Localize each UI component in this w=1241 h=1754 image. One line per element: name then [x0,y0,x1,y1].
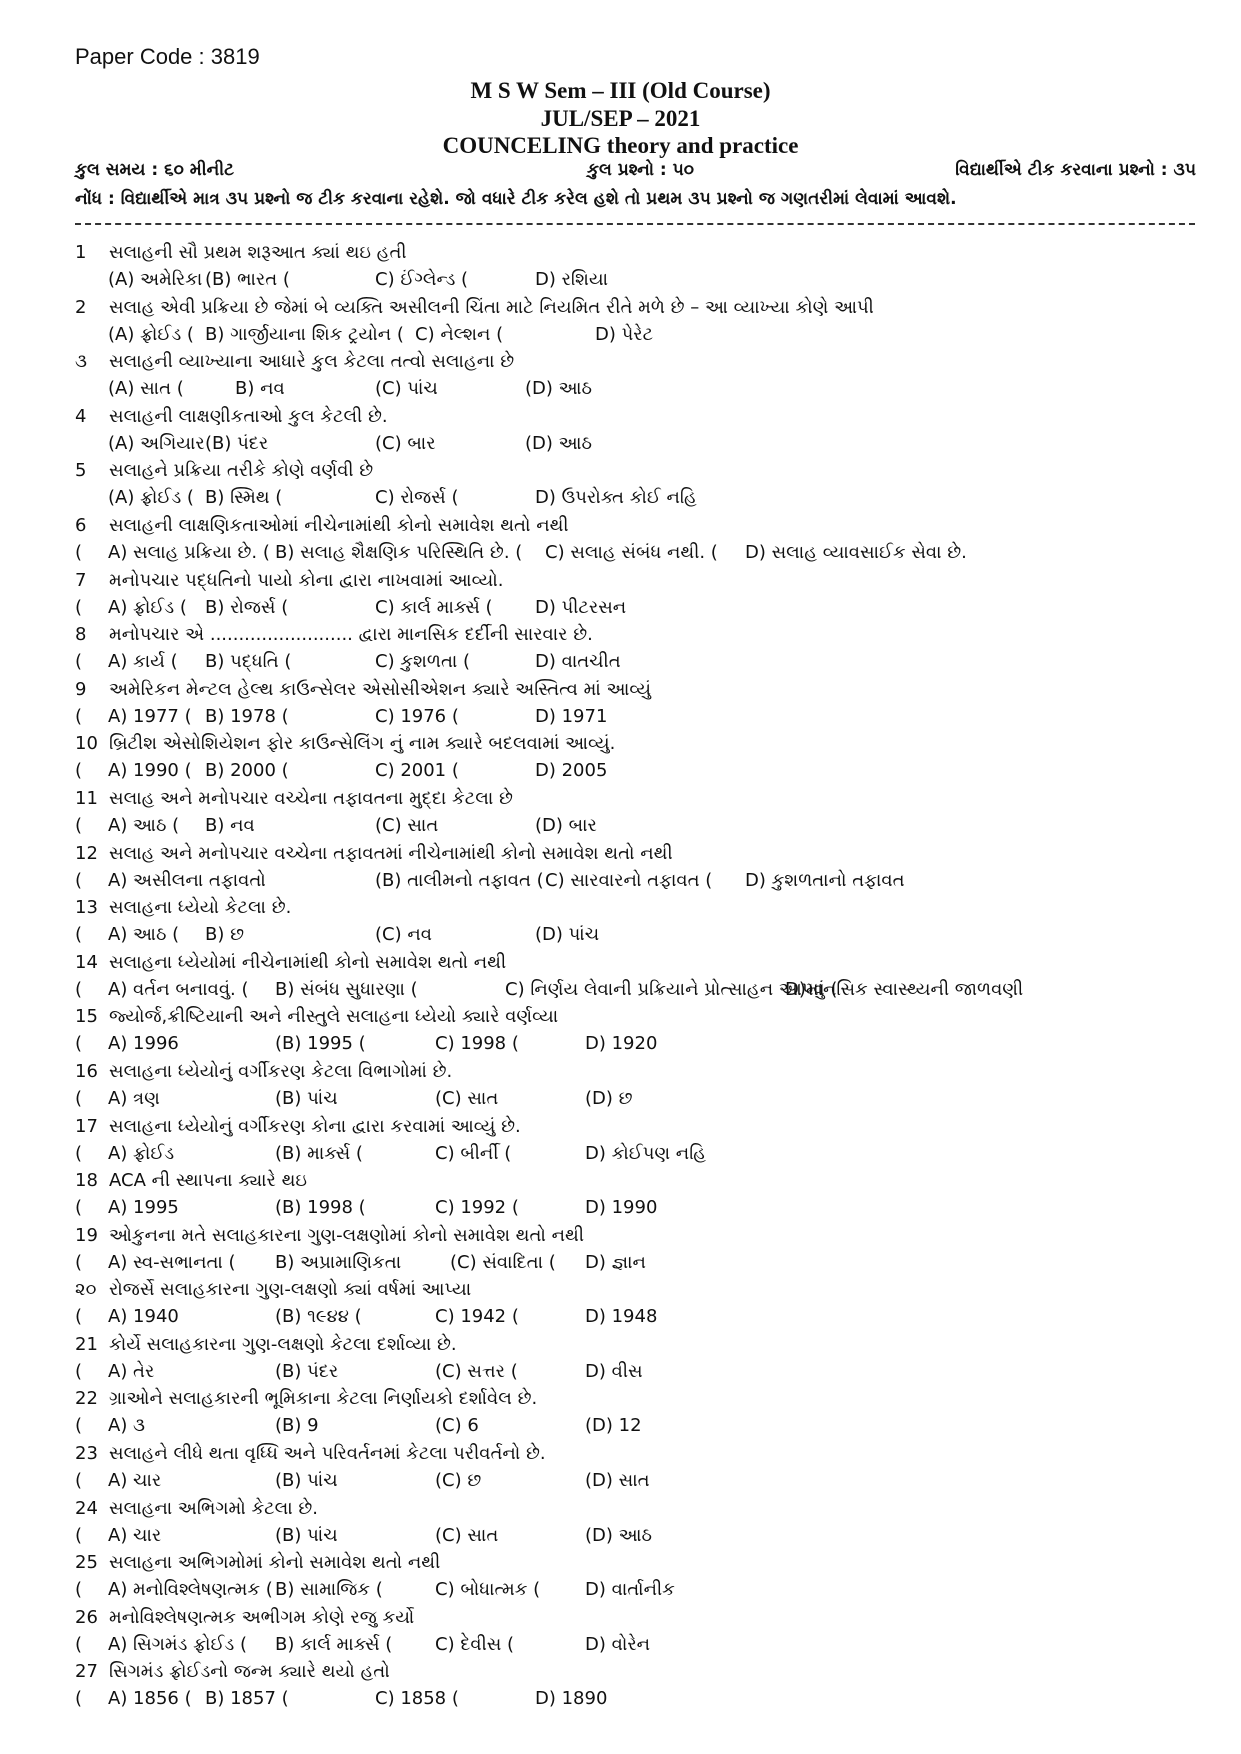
exam-session: JUL/SEP – 2021 [540,106,701,131]
option-d: D) 1948 [585,1306,658,1328]
question-text: કોર્યે સલાહકારના ગુણ-લક્ષણો કેટલા દર્શાવ્યા છે. [109,1333,457,1355]
question-item [75,949,1205,1004]
question-number: 16 [75,1060,98,1082]
question-text: સલાહ અને મનોપચાર વચ્ચેના તફાવતમાં નીચેનામાંથી કોનો સમાવેશ થતો નથી [109,842,673,864]
question-text: સલાહના ધ્યેયોનું વર્ગીકરણ કેટલા વિભાગોમાં છે. [109,1060,453,1082]
option-c: C) 1976 ( [375,705,459,727]
question-number: 27 [75,1661,98,1683]
option-d: D) 1971 [535,705,608,727]
question-item [75,457,1205,512]
option-c: C) બોધાત્મક ( [435,1579,541,1601]
option-a: A) તેર [108,1360,155,1382]
question-text: જ્યોર્જ,ક્રીષ્ટિયાની અને નીસ્તુલે સલાહના ધ્યેયો ક્યારે વર્ણવ્યા [109,1006,559,1028]
question-item [75,676,1205,731]
question-text: ઓકુનના મતે સલાહકારના ગુણ-લક્ષણોમાં કોનો સમાવેશ થતો નથી [109,1224,584,1246]
question-number: 8 [75,624,87,646]
question-options [75,266,1205,293]
option-c: C) રોજર્સ ( [375,487,459,509]
option-b: B) પદ્ધતિ ( [205,651,292,673]
option-b: (B) પંદર [205,432,269,454]
option-c: (C) સત્તર ( [435,1360,518,1382]
option-b: B) છ [205,924,245,946]
question-options [75,1194,1205,1221]
question-text-line [75,1331,457,1358]
question-options [75,430,1205,457]
option-d: (D) છ [585,1087,633,1109]
question-item [75,785,1205,840]
option-b: (B) માર્ક્સ ( [275,1142,363,1164]
question-number: 23 [75,1443,98,1465]
option-b: B) 2000 ( [205,760,289,782]
option-b: (B) ૧૯૪૪ ( [275,1306,362,1328]
option-b: (B) પંદર [275,1360,339,1382]
option-b: B) અપ્રામાણિકતા [275,1251,402,1273]
option-a: A) મનોવિશ્લેષણત્મક ( [108,1579,273,1601]
question-options [75,1412,1205,1439]
option-d: (D) આઠ [585,1524,652,1546]
option-c: C) 2001 ( [375,760,459,782]
question-number: ૨૦ [75,1279,97,1301]
option-open-paren: ( [75,651,83,673]
option-a: A) સ્વ-સભાનતા ( [108,1251,236,1273]
question-options [75,375,1205,402]
question-item [75,348,1205,403]
option-a: (A) અમેરિકા [108,269,203,290]
option-d: (D) આઠ [525,378,592,400]
option-c: C) નેલ્શન ( [415,323,504,345]
option-open-paren: ( [75,1360,83,1382]
option-a: A) ફ્રોઈડ [108,1142,175,1164]
question-number: 21 [75,1333,98,1355]
option-b: (B) 1998 ( [275,1197,366,1219]
option-b: (B) પાંચ [275,1524,338,1546]
option-d: D) પેરેટ [595,323,654,345]
option-c: C) 1992 ( [435,1197,519,1219]
question-number: 10 [75,733,98,755]
option-a: A) ત્રણ [108,1087,160,1109]
question-item [75,403,1205,458]
question-text: ACA ની સ્થાપના ક્યારે થઇ [109,1170,307,1192]
question-text: બ્રિટીશ એસોશિયેશન ફોર કાઉન્સેલિંગ નું નામ ક્યારે બદલવામાં આવ્યું. [109,733,616,755]
question-text: સિગમંડ ફ્રોઈડનો જન્મ ક્યારે થયો હતો [109,1661,390,1683]
question-options [75,1467,1205,1494]
option-d: D) વાતચીત [535,651,621,673]
option-b: B) સંબંધ સુધારણા ( [275,978,418,1000]
option-b: B) કાર્લ માર્ક્સ ( [275,1633,393,1655]
questions-to-attempt: વિદ્યાર્થીએ ટીક કરવાના પ્રશ્નો : ૩૫ [955,160,1196,180]
option-c: (C) બાર [375,432,436,454]
option-b: (B) પાંચ [275,1470,338,1492]
option-c: C) કાર્લ માર્ક્સ ( [375,596,493,618]
question-text-line [75,1167,307,1194]
option-d: D) ઉપરોક્ત કોઈ નહિ [535,487,697,509]
question-text-line [75,457,373,484]
question-item [75,1003,1205,1058]
option-b: (B) ભારત ( [205,269,290,290]
question-options [75,703,1205,730]
option-a: A) 1995 [108,1197,179,1219]
option-c: (C) નવ [375,924,432,946]
question-text: મનોવિશ્લેષણત્મક અભીગમ કોણે રજુ કર્યો [109,1606,415,1628]
instruction-note: નોંધ : વિદ્યાર્થીએ માત્ર ૩૫ પ્રશ્નો જ ટીક કરવાના રહેશે. જો વધારે ટીક કરેલ હશે તો પ્રથમ ૩૫ પ્રશ્નો જ ગણતરીમાં લેવામાં આવશે. [75,189,957,209]
option-d: D) 1890 [535,1688,608,1710]
option-d: D) જ્ઞાન [585,1251,646,1273]
option-b: (B) તાલીમનો તફાવત ( [375,869,544,891]
question-number: 13 [75,897,98,919]
question-text-line [75,512,569,539]
option-b: (B) 9 [275,1415,319,1437]
total-questions: કુલ પ્રશ્નો : ૫૦ [587,160,695,180]
option-a: A) અસીલના તફાવતો [108,869,266,891]
option-d: (D) આઠ [525,432,592,454]
question-options [75,1140,1205,1167]
option-d: (D) 12 [585,1415,642,1437]
question-item [75,294,1205,349]
option-c: C) 1942 ( [435,1306,519,1328]
option-open-paren: ( [75,1688,83,1710]
option-a: A) 1996 [108,1033,179,1055]
question-item [75,621,1205,676]
question-text-line [75,676,651,703]
option-open-paren: ( [75,760,83,782]
question-text-line [75,239,407,266]
option-b: B) સલાહ શૈક્ષણિક પરિસ્થિતિ છે. ( [275,541,523,563]
option-b: B) 1857 ( [205,1688,289,1710]
question-item [75,567,1205,622]
question-item [75,1549,1205,1604]
question-text: સલાહને પ્રક્રિયા તરીકે કોણે વર્ણવી છે [109,460,374,482]
option-c: C) બીર્ની ( [435,1142,512,1164]
option-c: C) 1998 ( [435,1033,519,1055]
option-c: C) કુશળતા ( [375,651,471,673]
question-options [75,1303,1205,1330]
question-number: 5 [75,460,87,482]
question-text: સલાહની લાક્ષણિકતાઓમાં નીચેનામાંથી કોનો સમાવેશ થતો નથી [109,514,569,536]
question-text: સલાહની વ્યાખ્યાના આધારે કુલ કેટલા તત્વો સલાહના છે [109,351,515,373]
option-open-paren: ( [75,814,83,836]
question-number: ૩ [75,351,87,373]
question-options [75,1249,1205,1276]
question-options [75,867,1205,894]
question-text: સલાહ અને મનોપચાર વચ્ચેના તફાવતના મુદ્દા કેટલા છે [109,787,513,809]
question-number: 7 [75,569,87,591]
option-open-paren: ( [75,1087,83,1109]
question-options [75,1685,1205,1712]
question-options [75,1085,1205,1112]
option-b: (B) 1995 ( [275,1033,366,1055]
option-c: (C) સાત [375,814,439,836]
question-text-line [75,840,673,867]
option-d: D) વોરેન [585,1633,651,1655]
question-text: મનોપચાર પદ્ધતિનો પાયો કોના દ્વારા નાખવામાં આવ્યો. [109,569,504,591]
option-c: (C) સાત [435,1524,499,1546]
option-a: A) ૩ [108,1415,146,1437]
option-d: D) વીસ [585,1360,643,1382]
option-d: D) 1990 [585,1197,658,1219]
option-d: D) કુશળતાનો તફાવત [745,869,905,891]
question-options [75,921,1205,948]
option-a: A) આઠ ( [108,924,180,946]
question-text-line [75,1058,452,1085]
question-number: 12 [75,842,98,864]
paper-code: Paper Code : 3819 [75,44,260,69]
option-b: (B) પાંચ [275,1087,338,1109]
question-options [75,648,1205,675]
option-open-paren: ( [75,1524,83,1546]
question-number: 11 [75,787,98,809]
question-text: સલાહના ધ્યેયો કેટલા છે. [109,897,292,919]
question-text: સલાહને લીધે થતા વૃધ્ધિ અને પરિવર્તનમાં કેટલા પરીવર્તનો છે. [109,1443,546,1465]
option-open-paren: ( [75,1415,83,1437]
question-item [75,1058,1205,1113]
question-item [75,1440,1205,1495]
option-open-paren: ( [75,1306,83,1328]
question-number: 26 [75,1606,98,1628]
option-open-paren: ( [75,1470,83,1492]
question-item [75,1113,1205,1168]
question-item [75,1276,1205,1331]
question-text-line [75,949,506,976]
question-number: 1 [75,242,87,263]
question-text-line [75,1222,584,1249]
question-options [75,1030,1205,1057]
option-c: (C) સંવાદિતા ( [450,1251,556,1273]
question-text-line [75,403,388,430]
option-a: (A) સાત ( [108,378,184,400]
option-open-paren: ( [75,978,83,1000]
question-number: 15 [75,1006,98,1028]
option-open-paren: ( [75,1579,83,1601]
option-c: C) ઈંગ્લેન્ડ ( [375,269,469,290]
option-c: (C) 6 [435,1415,479,1437]
option-a: A) સિગમંડ ફ્રોઈડ ( [108,1633,248,1655]
question-item [75,1604,1205,1659]
option-open-paren: ( [75,596,83,618]
option-a: A) ફ્રોઈડ ( [108,596,187,618]
option-c: C) દેવીસ ( [435,1633,515,1655]
option-open-paren: ( [75,1633,83,1655]
total-time: કુલ સમય : ૬૦ મીનીટ [75,160,235,180]
question-options [75,594,1205,621]
question-text-line [75,621,593,648]
option-open-paren: ( [75,1197,83,1219]
option-b: B) નવ [205,814,255,836]
option-c: C) નિર્ણય લેવાની પ્રક્રિયાને પ્રોત્સાહન આપવું ( [505,978,838,1000]
question-text: ગ્રાઓને સલાહકારની ભૂમિકાના કેટલા નિર્ણાયકો દર્શાવેલ છે. [109,1388,538,1410]
question-number: 4 [75,405,87,427]
option-open-paren: ( [75,869,83,891]
option-open-paren: ( [75,1142,83,1164]
option-c: (C) છ [435,1470,482,1492]
option-d: (D) બાર [535,814,597,836]
option-a: A) સલાહ પ્રક્રિયા છે. ( [108,541,270,563]
question-options [75,539,1205,566]
question-text: મનોપચાર એ ......................... દ્વારા માનસિક દર્દીની સારવાર છે. [109,624,593,646]
question-text: સલાહના અભિગમો કેટલા છે. [109,1497,319,1519]
option-b: B) સ્મિથ ( [205,487,283,509]
question-text-line [75,1003,558,1030]
question-text-line [75,1276,471,1303]
question-text-line [75,1113,521,1140]
question-text-line [75,294,874,321]
question-options [75,321,1205,348]
question-number: 24 [75,1497,98,1519]
option-a: A) ચાર [108,1524,162,1546]
question-item [75,1658,1205,1713]
question-text-line [75,348,514,375]
question-number: 25 [75,1552,98,1574]
question-item [75,730,1205,785]
question-number: 9 [75,678,87,700]
option-b: B) નવ [235,378,285,400]
question-number: 17 [75,1115,98,1137]
option-a: A) આઠ ( [108,814,180,836]
question-number: 18 [75,1170,98,1192]
question-options [75,1358,1205,1385]
option-b: B) ગાર્જીયાના શિક ટ્રયોન ( [205,323,404,345]
course-title: M S W Sem – III (Old Course) [470,78,771,103]
question-number: 19 [75,1224,98,1246]
option-a: A) 1977 ( [108,705,192,727]
question-text-line [75,1385,537,1412]
option-d: D) કોઈપણ નહિ [585,1142,707,1164]
question-item [75,840,1205,895]
question-text-line [75,1658,390,1685]
question-text-line [75,730,615,757]
option-d: D) પીટરસન [535,596,627,618]
option-a: (A) ફ્રોઈડ ( [108,487,194,509]
option-b: B) 1978 ( [205,705,289,727]
option-d: D) 1920 [585,1033,658,1055]
option-b: B) સામાજિક ( [275,1579,383,1601]
question-number: 22 [75,1388,98,1410]
question-list [75,239,1205,1713]
question-options [75,1576,1205,1603]
question-text-line [75,894,291,921]
question-options [75,1631,1205,1658]
option-d: D) વાર્તાનીક [585,1579,675,1601]
question-options [75,757,1205,784]
question-item [75,512,1205,567]
question-item [75,894,1205,949]
option-c: C) સારવારનો તફાવત ( [545,869,713,891]
question-item [75,1385,1205,1440]
question-number: 6 [75,514,87,536]
option-open-paren: ( [75,924,83,946]
question-options [75,1522,1205,1549]
option-a: (A) અગિયાર [108,432,205,454]
question-text-line [75,1604,414,1631]
option-c: C) સલાહ સંબંધ નથી. ( [545,541,718,563]
option-d: (D) પાંચ [535,924,600,946]
option-d: D) 2005 [535,760,608,782]
question-text: રોજર્સે સલાહકારના ગુણ-લક્ષણો ક્યાં વર્ષમાં આપ્યા [109,1279,472,1301]
question-text: સલાહની સૌ પ્રથમ શરૂઆત ક્યાં થઇ હતી [109,242,407,263]
question-options [75,484,1205,511]
question-text: અમેરિકન મેન્ટલ હેલ્થ કાઉન્સેલર એસોસીએશન ક્યારે અસ્તિત્વ માં આવ્યું [109,678,651,700]
question-number: 2 [75,296,87,318]
option-b: B) રોજર્સ ( [205,596,289,618]
option-c: (C) પાંચ [375,378,438,400]
option-c: C) 1858 ( [375,1688,459,1710]
question-item [75,239,1205,294]
question-item [75,1222,1205,1277]
option-a: A) 1940 [108,1306,179,1328]
dashed-divider [75,223,1195,225]
option-d: D) રશિયા [535,269,609,290]
question-text: સલાહ એવી પ્રક્રિયા છે જેમાં બે વ્યક્તિ અસીલની ચિંતા માટે નિયમિત રીતે મળે છે – આ વ્યાખ્યા કોણે આપી [109,296,874,318]
option-d: (D) સાત [585,1470,650,1492]
option-a: A) 1990 ( [108,760,192,782]
option-open-paren: ( [75,1251,83,1273]
option-a: A) ચાર [108,1470,162,1492]
question-text-line [75,1495,318,1522]
option-a: A) 1856 ( [108,1688,192,1710]
option-a: A) વર્તન બનાવવું. ( [108,978,249,1000]
option-a: A) કાર્ય ( [108,651,178,673]
option-d: D) સલાહ વ્યાવસાઈક સેવા છે. [745,541,967,563]
option-open-paren: ( [75,1033,83,1055]
question-text: સલાહના ધ્યેયોનું વર્ગીકરણ કોના દ્વારા કરવામાં આવ્યું છે. [109,1115,521,1137]
question-text-line [75,1549,440,1576]
subject-title: COUNCELING theory and practice [442,133,799,158]
option-a: (A) ફ્રોઈડ ( [108,323,194,345]
question-item [75,1495,1205,1550]
option-d: D)માનસિક સ્વાસ્થ્યની જાળવણી [785,978,1024,1000]
question-text-line [75,785,513,812]
option-open-paren: ( [75,705,83,727]
option-open-paren: ( [75,541,83,563]
question-number: 14 [75,951,98,973]
question-options [75,812,1205,839]
question-text: સલાહની લાક્ષણીકતાઓ કુલ કેટલી છે. [109,405,388,427]
option-c: (C) સાત [435,1087,499,1109]
question-item [75,1331,1205,1386]
question-text-line [75,567,503,594]
question-text: સલાહના અભિગમોમાં કોનો સમાવેશ થતો નથી [109,1552,441,1574]
exam-meta-row [75,160,1196,186]
question-text-line [75,1440,546,1467]
question-options [75,976,1205,1003]
question-item [75,1167,1205,1222]
question-text: સલાહના ધ્યેયોમાં નીચેનામાંથી કોનો સમાવેશ થતો નથી [109,951,507,973]
